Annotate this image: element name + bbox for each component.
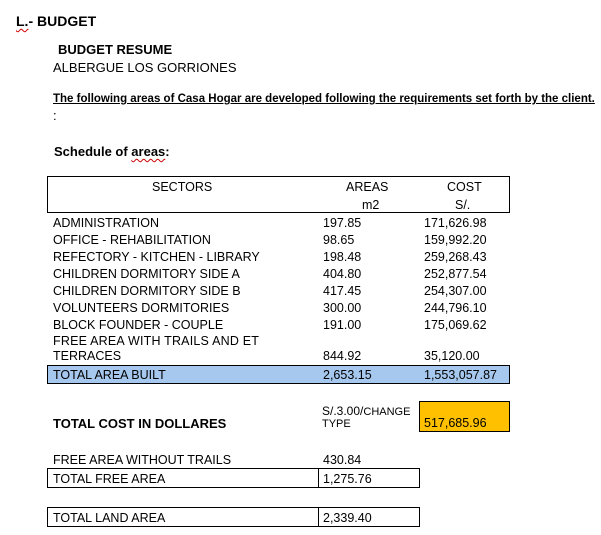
header-sectors: SECTORS [152,180,213,194]
row-area: 198.48 [323,250,362,264]
exchange-rate-word: CHANGE [363,406,411,418]
row-cost: 159,992.20 [424,233,487,247]
schedule-text: Schedule of [54,144,132,159]
row-cost: 175,069.62 [424,318,487,332]
table-header-box [47,176,510,213]
total-dollars-label: TOTAL COST IN DOLLARES [53,416,227,431]
free-row-line1: FREE AREA WITH TRAILS AND ET [53,334,260,348]
row-sector: CHILDREN DORMITORY SIDE A [53,267,240,281]
schedule-label [54,144,170,159]
total-dollars-value: 517,685.96 [424,416,487,430]
header-cost: COST [447,180,482,194]
row-sector: BLOCK FOUNDER - COUPLE [53,318,224,332]
schedule-colon: : [165,144,170,159]
row-area: 417.45 [323,284,362,298]
total-built-area: 2,653.15 [323,368,372,382]
row-cost: 254,307.00 [424,284,487,298]
header-areas: AREAS [346,180,389,194]
intro-text: The following areas of Casa Hogar are developed following the requirements set forth by the client. [53,93,595,105]
budget-resume-title: BUDGET RESUME [58,42,173,57]
exchange-rate-line2: TYPE [322,418,351,430]
exchange-rate-value: S/.3.00/ [322,404,364,418]
row-cost: 259,268.43 [424,250,487,264]
row-sector: OFFICE - REHABILITATION [53,233,211,247]
row-cost: 244,796.10 [424,301,487,315]
row-cost: 171,626.98 [424,216,487,230]
total-built-cost: 1,553,057.87 [424,368,497,382]
intro-extra: : [53,108,57,123]
row-area: 98.65 [323,233,355,247]
total-land-value: 2,339.40 [323,511,372,525]
row-sector: ADMINISTRATION [53,216,160,230]
total-free-value: 1,275.76 [323,472,372,486]
row-cost: 252,877.54 [424,267,487,281]
row-area: 197.85 [323,216,362,230]
schedule-word: areas [131,144,166,159]
row-sector: CHILDREN DORMITORY SIDE B [53,284,241,298]
header-areas-unit: m2 [362,198,380,212]
row-sector: VOLUNTEERS DORMITORIES [53,301,230,315]
free-row-area: 844.92 [323,349,362,363]
free-area-value: 430.84 [323,453,362,467]
header-cost-unit: S/. [455,198,471,212]
row-area: 300.00 [323,301,362,315]
project-name: ALBERGUE LOS GORRIONES [53,60,237,75]
total-built-label: TOTAL AREA BUILT [53,368,166,382]
section-letter: L. [16,13,29,29]
free-area-label: FREE AREA WITHOUT TRAILS [53,453,232,467]
section-heading [16,13,96,29]
free-row-line2: TERRACES [53,349,122,363]
row-area: 404.80 [323,267,362,281]
section-heading-text: - BUDGET [28,13,97,29]
row-sector: REFECTORY - KITCHEN - LIBRARY [53,250,260,264]
exchange-rate-line1 [322,404,410,418]
free-row-cost: 35,120.00 [424,349,480,363]
total-free-label: TOTAL FREE AREA [53,472,166,486]
total-land-label: TOTAL LAND AREA [53,511,166,525]
row-area: 191.00 [323,318,362,332]
